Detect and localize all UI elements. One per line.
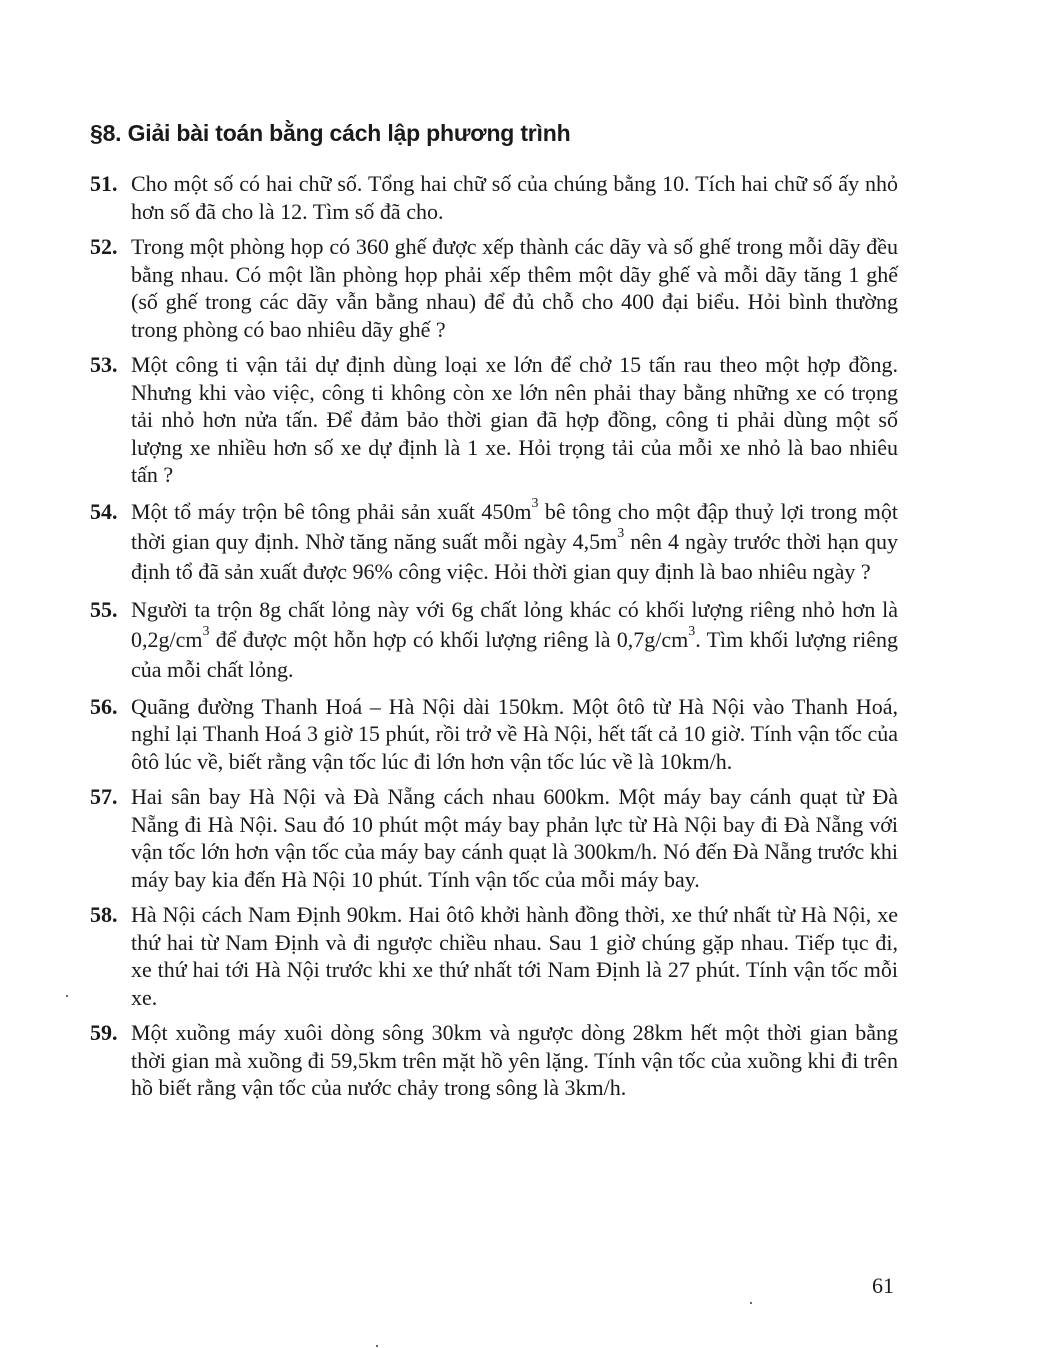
problem-number: 59.: [90, 1020, 118, 1045]
problem-text-part: Người ta trộn 8g chất lỏng này với 6g chất lỏng khác có khối lượng riêng nhỏ hơn là 0,2g/cm: [131, 596, 898, 652]
problem-text-part: nên 4 ngày trước thời hạn quy định tổ đã sản xuất được 96% công việc. Hỏi thời gian quy định là bao nhiêu ngày ?: [131, 528, 898, 584]
problem-number: 58.: [90, 902, 118, 927]
problem-number: 54.: [90, 498, 118, 524]
superscript: 3: [617, 526, 625, 542]
page-number: 61: [872, 1273, 894, 1298]
problem-57: [90, 783, 898, 893]
problem-54: [90, 497, 898, 587]
problem-59: [90, 1019, 898, 1102]
problem-text: Cho một số có hai chữ số. Tổng hai chữ số của chúng bằng 10. Tích hai chữ số ấy nhỏ hơn số đã cho là 12. Tìm số đã cho.: [131, 171, 898, 224]
problem-text: Hai sân bay Hà Nội và Đà Nẵng cách nhau 600km. Một máy bay cánh quạt từ Đà Nẵng đi Hà Nội. Sau đó 10 phút một máy bay phản lực từ Hà Nội bay đi Đà Nẵng với vận tốc lớn hơn vận tốc của máy bay cánh quạt là 300km/h. Nó đến Đà Nẵng trước khi máy bay kia đến Hà Nội 10 phút. Tính vận tốc của mỗi máy bay.: [131, 784, 898, 892]
problem-text: Quãng đường Thanh Hoá – Hà Nội dài 150km. Một ôtô từ Hà Nội vào Thanh Hoá, nghỉ lại Thanh Hoá 3 giờ 15 phút, rồi trở về Hà Nội, hết tất cả 10 giờ. Tính vận tốc của ôtô lúc về, biết rằng vận tốc lúc đi lớn hơn vận tốc lúc về là 10km/h.: [131, 693, 898, 774]
scan-speck: [66, 995, 68, 997]
superscript: 3: [531, 496, 539, 512]
problem-text-part: . Tìm khối lượng riêng của mỗi chất lỏng.: [131, 626, 898, 682]
problem-number: 53.: [90, 352, 118, 377]
section-title: §8. Giải bài toán bằng cách lập phương trình: [90, 120, 571, 146]
problem-53: [90, 351, 898, 489]
problem-number: 56.: [90, 693, 118, 719]
problem-text: Hà Nội cách Nam Định 90km. Hai ôtô khởi hành đồng thời, xe thứ nhất từ Hà Nội, xe thứ hai từ Nam Định và đi ngược chiều nhau. Sau 1 giờ chúng gặp nhau. Tiếp tục đi, xe thứ hai tới Hà Nội trước khi xe thứ nhất tới Nam Định là 27 phút. Tính vận tốc mỗi xe.: [131, 902, 898, 1010]
scan-speck: [376, 1345, 378, 1347]
superscript: 3: [688, 624, 696, 640]
superscript: 3: [202, 624, 210, 640]
problem-55: [90, 595, 898, 685]
problem-number: 51.: [90, 171, 118, 196]
problem-58: [90, 901, 898, 1011]
problem-text: Một xuồng máy xuôi dòng sông 30km và ngược dòng 28km hết một thời gian bằng thời gian mà xuồng đi 59,5km trên mặt hồ yên lặng. Tính vận tốc của xuồng khi đi trên hồ biết rằng vận tốc của nước chảy trong sông là 3km/h.: [131, 1020, 898, 1100]
problem-number: 57.: [90, 784, 118, 809]
problem-text-part: để được một hỗn hợp có khối lượng riêng là 0,7g/cm: [209, 626, 689, 652]
scan-speck: [750, 1302, 752, 1304]
problem-number: 52.: [90, 234, 118, 259]
problem-51: [90, 170, 898, 225]
problem-52: [90, 233, 898, 343]
problem-list: [90, 170, 898, 1110]
problem-56: [90, 693, 898, 776]
problem-text-part: Một tổ máy trộn bê tông phải sản xuất 450m: [131, 498, 532, 524]
problem-number: 55.: [90, 596, 118, 622]
problem-text: Một công ti vận tải dự định dùng loại xe lớn để chở 15 tấn rau theo một hợp đồng. Nhưng khi vào việc, công ti không còn xe lớn nên phải thay bằng những xe có trọng tải nhỏ hơn nửa tấn. Để đảm bảo thời gian đã hợp đồng, công ti phải dùng một số lượng xe nhiều hơn số xe dự định là 1 xe. Hỏi trọng tải của mỗi xe nhỏ là bao nhiêu tấn ?: [131, 352, 898, 487]
problem-text: Trong một phòng họp có 360 ghế được xếp thành các dãy và số ghế trong mỗi dãy đều bằng nhau. Có một lần phòng họp phải xếp thêm một dãy ghế và mỗi dãy tăng 1 ghế (số ghế trong các dãy vẫn bằng nhau) để đủ chỗ cho 400 đại biểu. Hỏi bình thường trong phòng có bao nhiêu dãy ghế ?: [131, 234, 898, 342]
problem-text-part: bê tông cho một đập thuỷ lợi trong một thời gian quy định. Nhờ tăng năng suất mỗi ngày 4,5m: [131, 498, 898, 554]
